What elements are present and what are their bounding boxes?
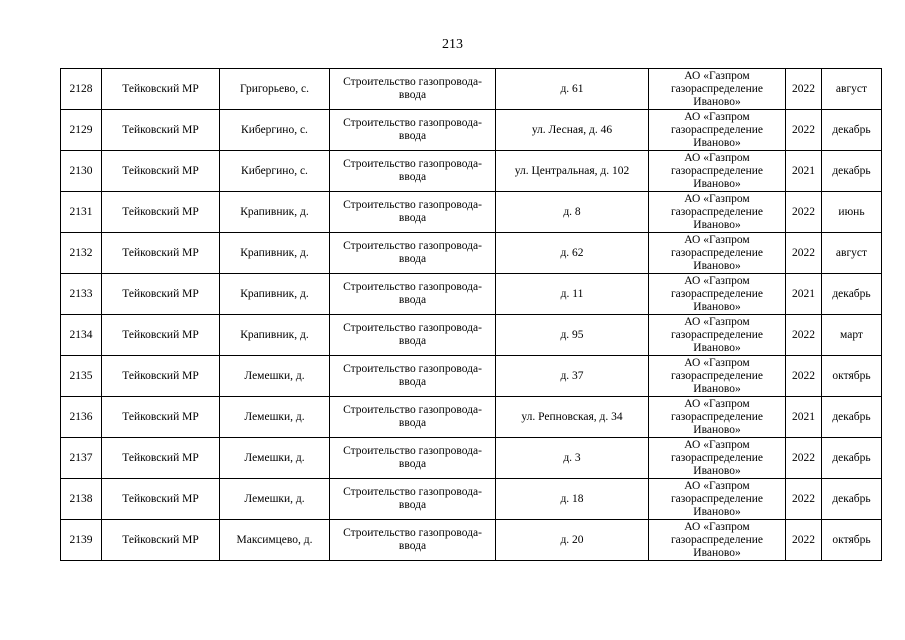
address-cell: ул. Лесная, д. 46	[496, 110, 649, 151]
year-cell: 2021	[786, 397, 822, 438]
operator-cell	[649, 438, 786, 479]
row-number-cell: 2132	[61, 233, 102, 274]
work-type-cell: Строительство газопровода-ввода	[330, 192, 496, 233]
address-cell: ул. Центральная, д. 102	[496, 151, 649, 192]
month-cell: декабрь	[822, 397, 882, 438]
table-row	[61, 315, 882, 356]
operator-line: газораспределение	[670, 492, 764, 505]
table-row	[61, 151, 882, 192]
operator-line: АО «Газпром	[684, 520, 750, 533]
row-number-cell: 2137	[61, 438, 102, 479]
district-cell: Тейковский МР	[102, 356, 220, 397]
month-cell: октябрь	[822, 356, 882, 397]
address-cell: д. 3	[496, 438, 649, 479]
district-cell: Тейковский МР	[102, 397, 220, 438]
operator-line: Иваново»	[693, 382, 741, 395]
year-cell: 2022	[786, 315, 822, 356]
settlement-cell: Крапивник, д.	[220, 315, 330, 356]
year-cell: 2022	[786, 192, 822, 233]
year-cell: 2022	[786, 69, 822, 110]
operator-line: газораспределение	[670, 123, 764, 136]
work-type-cell: Строительство газопровода-ввода	[330, 356, 496, 397]
operator-cell	[649, 479, 786, 520]
operator-cell	[649, 110, 786, 151]
operator-line: Иваново»	[693, 341, 741, 354]
year-cell: 2022	[786, 110, 822, 151]
month-cell: декабрь	[822, 479, 882, 520]
settlement-cell: Максимцево, д.	[220, 520, 330, 561]
operator-line: газораспределение	[670, 246, 764, 259]
address-cell: д. 37	[496, 356, 649, 397]
operator-line: Иваново»	[693, 136, 741, 149]
district-cell: Тейковский МР	[102, 315, 220, 356]
operator-line: АО «Газпром	[684, 151, 750, 164]
operator-line: газораспределение	[670, 328, 764, 341]
table-row	[61, 479, 882, 520]
address-cell: д. 62	[496, 233, 649, 274]
page-number: 213	[442, 37, 463, 52]
table-row	[61, 69, 882, 110]
operator-line: АО «Газпром	[684, 69, 750, 82]
row-number-cell: 2134	[61, 315, 102, 356]
district-cell: Тейковский МР	[102, 479, 220, 520]
operator-line: Иваново»	[693, 464, 741, 477]
work-type-cell: Строительство газопровода-ввода	[330, 110, 496, 151]
operator-line: газораспределение	[670, 533, 764, 546]
district-cell: Тейковский МР	[102, 69, 220, 110]
operator-line: газораспределение	[670, 287, 764, 300]
operator-cell	[649, 151, 786, 192]
month-cell: декабрь	[822, 151, 882, 192]
operator-line: АО «Газпром	[684, 315, 750, 328]
district-cell: Тейковский МР	[102, 110, 220, 151]
work-type-cell: Строительство газопровода-ввода	[330, 69, 496, 110]
operator-cell	[649, 69, 786, 110]
settlement-cell: Крапивник, д.	[220, 274, 330, 315]
operator-line: Иваново»	[693, 259, 741, 272]
address-cell: д. 18	[496, 479, 649, 520]
district-cell: Тейковский МР	[102, 274, 220, 315]
table-row	[61, 110, 882, 151]
work-type-cell: Строительство газопровода-ввода	[330, 397, 496, 438]
table-row	[61, 438, 882, 479]
table-row	[61, 397, 882, 438]
operator-line: газораспределение	[670, 82, 764, 95]
operator-line: АО «Газпром	[684, 397, 750, 410]
table-row	[61, 274, 882, 315]
operator-line: Иваново»	[693, 546, 741, 559]
year-cell: 2022	[786, 233, 822, 274]
row-number-cell: 2133	[61, 274, 102, 315]
settlement-cell: Кибергино, с.	[220, 110, 330, 151]
year-cell: 2021	[786, 151, 822, 192]
operator-line: газораспределение	[670, 369, 764, 382]
settlement-cell: Лемешки, д.	[220, 356, 330, 397]
operator-line: АО «Газпром	[684, 356, 750, 369]
operator-cell	[649, 397, 786, 438]
address-cell: д. 11	[496, 274, 649, 315]
settlement-cell: Лемешки, д.	[220, 479, 330, 520]
operator-cell	[649, 315, 786, 356]
month-cell: март	[822, 315, 882, 356]
operator-line: АО «Газпром	[684, 479, 750, 492]
address-cell: д. 95	[496, 315, 649, 356]
work-type-cell: Строительство газопровода-ввода	[330, 151, 496, 192]
row-number-cell: 2136	[61, 397, 102, 438]
month-cell: декабрь	[822, 110, 882, 151]
work-type-cell: Строительство газопровода-ввода	[330, 274, 496, 315]
month-cell: август	[822, 233, 882, 274]
operator-cell	[649, 192, 786, 233]
work-type-cell: Строительство газопровода-ввода	[330, 520, 496, 561]
row-number-cell: 2128	[61, 69, 102, 110]
operator-line: Иваново»	[693, 505, 741, 518]
registry-table	[60, 68, 882, 561]
operator-line: АО «Газпром	[684, 233, 750, 246]
year-cell: 2022	[786, 438, 822, 479]
district-cell: Тейковский МР	[102, 151, 220, 192]
year-cell: 2022	[786, 520, 822, 561]
month-cell: декабрь	[822, 438, 882, 479]
row-number-cell: 2138	[61, 479, 102, 520]
table-row	[61, 356, 882, 397]
district-cell: Тейковский МР	[102, 192, 220, 233]
year-cell: 2021	[786, 274, 822, 315]
row-number-cell: 2135	[61, 356, 102, 397]
address-cell: д. 20	[496, 520, 649, 561]
operator-cell	[649, 356, 786, 397]
operator-line: газораспределение	[670, 164, 764, 177]
operator-cell	[649, 274, 786, 315]
month-cell: июнь	[822, 192, 882, 233]
operator-cell	[649, 233, 786, 274]
row-number-cell: 2131	[61, 192, 102, 233]
work-type-cell: Строительство газопровода-ввода	[330, 233, 496, 274]
operator-line: АО «Газпром	[684, 274, 750, 287]
work-type-cell: Строительство газопровода-ввода	[330, 438, 496, 479]
address-cell: ул. Репновская, д. 34	[496, 397, 649, 438]
table-row	[61, 233, 882, 274]
settlement-cell: Кибергино, с.	[220, 151, 330, 192]
year-cell: 2022	[786, 479, 822, 520]
operator-line: АО «Газпром	[684, 438, 750, 451]
table-row	[61, 520, 882, 561]
operator-line: АО «Газпром	[684, 192, 750, 205]
work-type-cell: Строительство газопровода-ввода	[330, 479, 496, 520]
operator-line: газораспределение	[670, 205, 764, 218]
table-row	[61, 192, 882, 233]
table-body	[61, 69, 882, 561]
operator-line: газораспределение	[670, 451, 764, 464]
operator-line: АО «Газпром	[684, 110, 750, 123]
district-cell: Тейковский МР	[102, 438, 220, 479]
district-cell: Тейковский МР	[102, 233, 220, 274]
operator-line: Иваново»	[693, 423, 741, 436]
settlement-cell: Крапивник, д.	[220, 192, 330, 233]
settlement-cell: Лемешки, д.	[220, 397, 330, 438]
month-cell: август	[822, 69, 882, 110]
operator-line: Иваново»	[693, 300, 741, 313]
work-type-cell: Строительство газопровода-ввода	[330, 315, 496, 356]
district-cell: Тейковский МР	[102, 520, 220, 561]
operator-cell	[649, 520, 786, 561]
row-number-cell: 2129	[61, 110, 102, 151]
operator-line: газораспределение	[670, 410, 764, 423]
month-cell: декабрь	[822, 274, 882, 315]
address-cell: д. 61	[496, 69, 649, 110]
row-number-cell: 2139	[61, 520, 102, 561]
row-number-cell: 2130	[61, 151, 102, 192]
month-cell: октябрь	[822, 520, 882, 561]
settlement-cell: Лемешки, д.	[220, 438, 330, 479]
operator-line: Иваново»	[693, 218, 741, 231]
year-cell: 2022	[786, 356, 822, 397]
settlement-cell: Григорьево, с.	[220, 69, 330, 110]
settlement-cell: Крапивник, д.	[220, 233, 330, 274]
operator-line: Иваново»	[693, 177, 741, 190]
operator-line: Иваново»	[693, 95, 741, 108]
address-cell: д. 8	[496, 192, 649, 233]
